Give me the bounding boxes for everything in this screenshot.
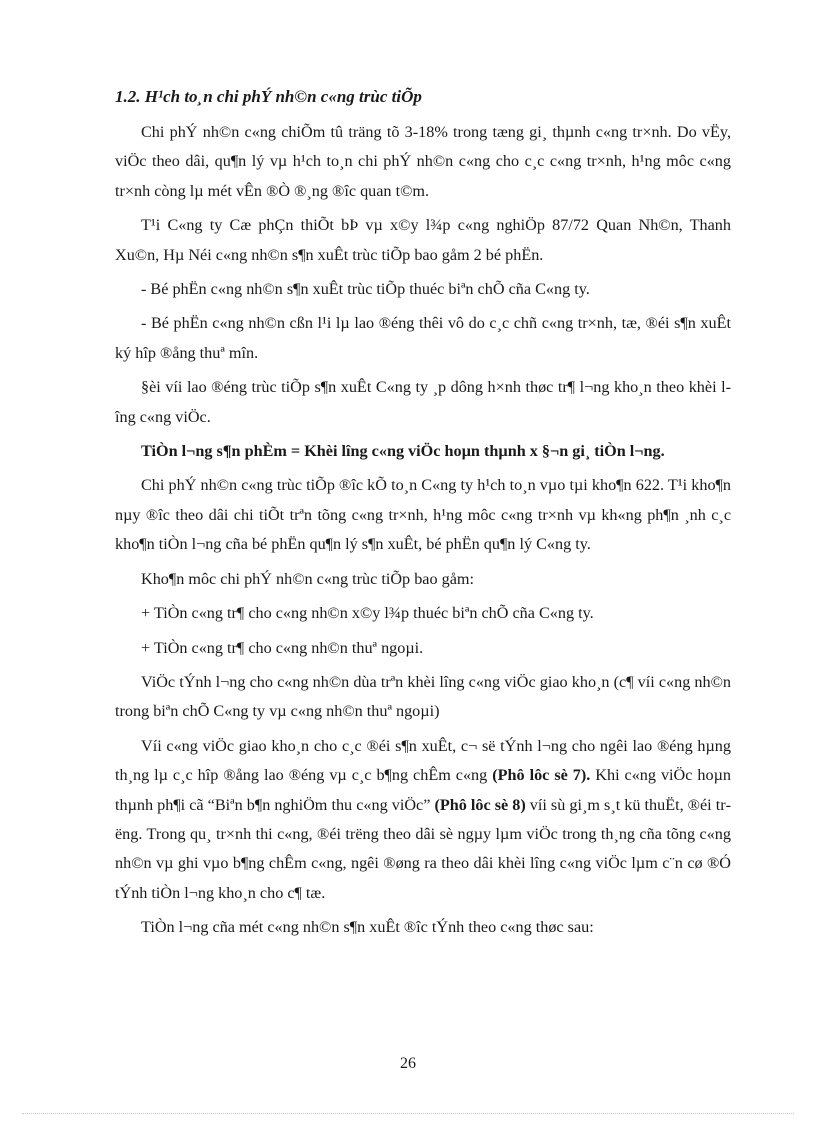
- paragraph-acceptance-text: Khi c«ng viÖc hoµn thµnh ph¶i cã “Biªn b¶n nghiÖm thu c«ng viÖc”: [115, 766, 732, 814]
- paragraph-contract-text: Víi c«ng viÖc giao kho¸n cho c¸c ®éi s¶n xuÊt, c¬ së tÝnh l¬ng cho ngêi lao ®éng hµng th¸ng lµ c¸c hîp ®ång lao ®éng vµ c¸c b¶ng chÊm c«ng: [115, 736, 731, 785]
- page-bottom-divider: [22, 1113, 794, 1114]
- paragraph-labor-cost-share: Chi phÝ nh©n c«ng chiÕm tû träng tõ 3-18% trong tæng gi¸ thµnh c«ng tr×nh. Do vËy, viÖc theo dâi, qu¶n lý vµ h¹ch to¸n chi phÝ nh©n c«ng cho c¸c c«ng tr×nh, h¹ng môc c«ng tr×nh còng lµ mét vÊn ®Ò ®¸ng ®îc quan t©m.: [115, 123, 731, 200]
- page-number: 26: [400, 1055, 416, 1072]
- paragraph-company-workers: T¹i C«ng ty Cæ phÇn thiÕt bÞ vµ x©y l¾p c«ng nghiÖp 87/72 Quan Nh©n, Thanh Xu©n, Hµ Néi c«ng nh©n s¶n xuÊt trùc tiÕp bao gåm 2 bé phËn.: [115, 216, 731, 264]
- paragraph-supervision-text: víi sù gi¸m s¸t kü thuËt, ®éi trëng. Trong qu¸ tr×nh thi c«ng, ®éi trëng theo dâi sè ngµy lµm viÖc trong th¸ng cña tõng c«ng nh©n vµ ghi vµo b¶ng chÊm c«ng, ngêi ®øng ra theo dâi khèi lîng c«ng viÖc lµm c¨n cø ®Ó tÝnh tiÒn l¬ng kho¸n cho c¶ tæ.: [115, 795, 731, 902]
- paragraph-wage-formula-intro: TiÒn l¬ng cña mét c«ng nh©n s¶n xuÊt ®îc tÝnh theo c«ng thøc sau:: [141, 918, 594, 937]
- appendix-8-ref: (Phô lôc sè 8): [434, 795, 526, 814]
- list-item-permanent-staff: - Bé phËn c«ng nh©n s¶n xuÊt trùc tiÕp thuéc biªn chÕ cña C«ng ty.: [141, 280, 590, 299]
- paragraph-contract-work: [115, 732, 731, 908]
- formula-piece-wage: TiÒn l¬ng s¶n phÈm = Khèi lîng c«ng viÖc hoµn thµnh x §¬n gi¸ tiÒn l¬ng.: [141, 442, 665, 461]
- list-item-seasonal-staff: - Bé phËn c«ng nh©n cßn l¹i lµ lao ®éng thêi vô do c¸c chñ c«ng tr×nh, tæ, ®éi s¶n xuÊt ký hîp ®ång thuª mîn.: [115, 314, 731, 362]
- paragraph-wage-calculation: ViÖc tÝnh l¬ng cho c«ng nh©n dùa trªn khèi lîng c«ng viÖc giao kho¸n (c¶ víi c«ng nh©n trong biªn chÕ C«ng ty vµ c«ng nh©n thuª ngoµi): [115, 672, 731, 721]
- paragraph-account-622: Chi phÝ nh©n c«ng trùc tiÕp ®îc kÕ to¸n C«ng ty h¹ch to¸n vµo tµi kho¶n 622. T¹i kho¶n nµy ®îc theo dâi chi tiÕt trªn tõng c«ng tr×nh, h¹ng môc c«ng tr×nh vµ kh«ng ph¶n ¸nh c¸c kho¶n tiÒn l¬ng cña bé phËn qu¶n lý s¶n xuÊt, bé phËn qu¶n lý C«ng ty.: [115, 476, 731, 554]
- paragraph-piece-wage: §èi víi lao ®éng trùc tiÕp s¶n xuÊt C«ng ty ¸p dông h×nh thøc tr¶ l¬ng kho¸n theo khèi lîng c«ng viÖc.: [115, 378, 731, 426]
- appendix-7-ref: (Phô lôc sè 7).: [492, 766, 591, 785]
- list-item-hired-staff: + TiÒn c«ng tr¶ cho c«ng nh©n thuª ngoµi.: [141, 638, 424, 657]
- paragraph-cost-items-intro: Kho¶n môc chi phÝ nh©n c«ng trùc tiÕp bao gåm:: [141, 569, 474, 588]
- document-page: [115, 82, 731, 948]
- list-item-payroll-staff: + TiÒn c«ng tr¶ cho c«ng nh©n x©y l¾p thuéc biªn chÕ cña C«ng ty.: [141, 604, 594, 623]
- section-heading: 1.2. H¹ch to¸n chi phÝ nh©n c«ng trùc tiÕp: [115, 87, 422, 106]
